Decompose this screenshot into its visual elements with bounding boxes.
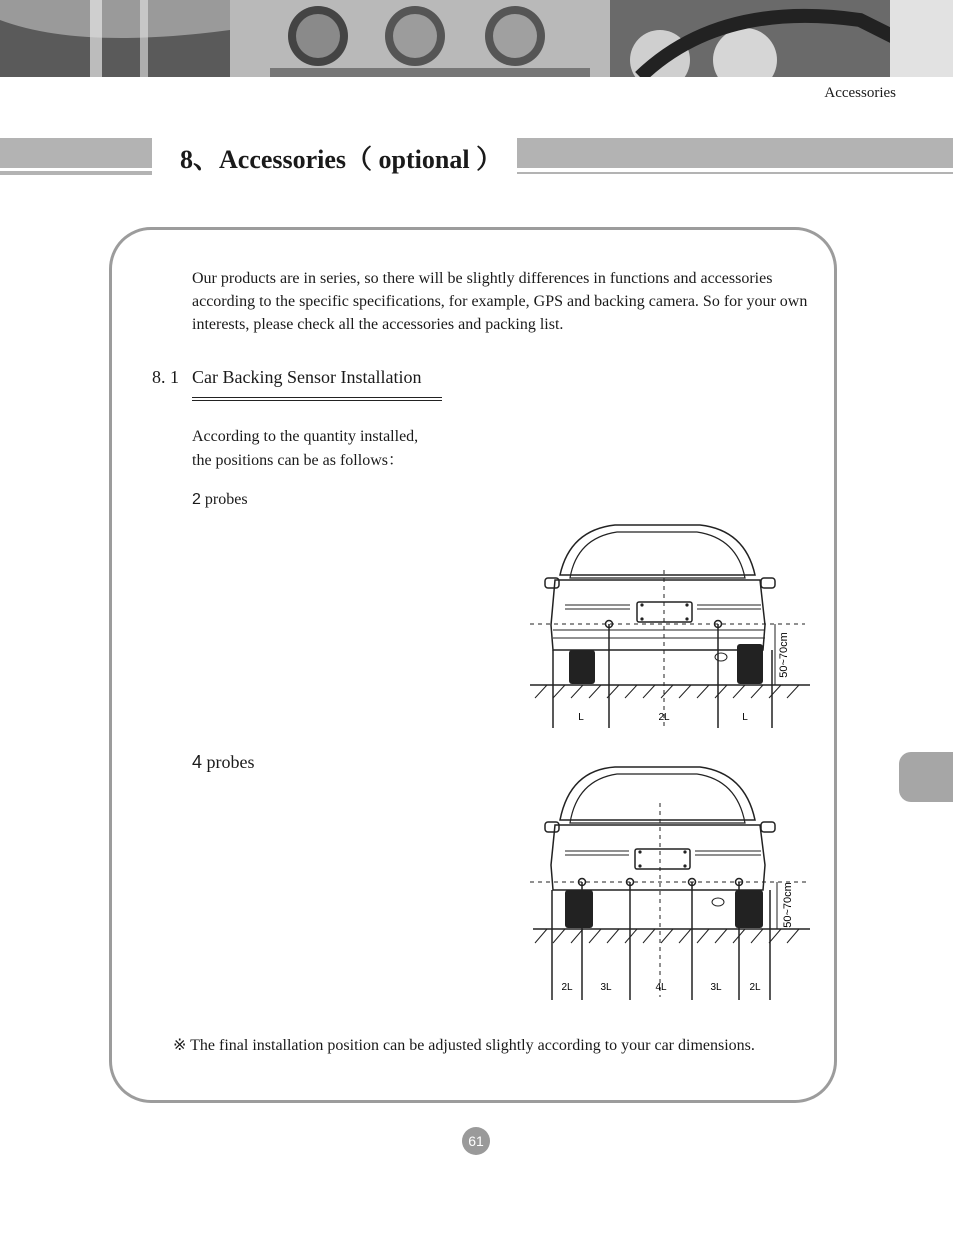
ground-hatching bbox=[535, 929, 799, 943]
four-probes-spacing-2: 3L bbox=[600, 982, 612, 993]
two-probes-text: probes bbox=[204, 491, 248, 508]
four-probes-text: probes bbox=[206, 752, 255, 772]
positions-line-2: the positions can be as follows： bbox=[192, 452, 404, 469]
subsection-number: 8. 1 bbox=[152, 367, 179, 387]
chapter-side-tab bbox=[899, 752, 953, 802]
subsection-title: Car Backing Sensor Installation bbox=[192, 367, 422, 387]
two-probes-spacing-3: L bbox=[742, 712, 748, 723]
exhaust-pipe bbox=[715, 653, 727, 661]
installation-note bbox=[173, 1035, 755, 1055]
title-bar-left-decoration bbox=[0, 138, 152, 171]
four-probes-spacing-4: 3L bbox=[710, 982, 722, 993]
license-plate bbox=[635, 849, 690, 869]
banner-graphic bbox=[0, 0, 953, 77]
right-mirror bbox=[761, 822, 775, 832]
four-probes-spacing-1: 2L bbox=[561, 982, 573, 993]
two-probes-spacing-2: 2L bbox=[658, 712, 670, 723]
page-number: 61 bbox=[462, 1127, 490, 1155]
four-probes-diagram bbox=[525, 765, 815, 1005]
header-banner-image bbox=[0, 0, 953, 77]
positions-description bbox=[192, 425, 418, 473]
four-probes-count: 4 bbox=[192, 752, 203, 772]
two-probes-diagram bbox=[525, 520, 815, 735]
rear-window bbox=[570, 532, 745, 578]
two-probes-height-label: 50~70cm bbox=[778, 632, 790, 678]
ground-hatching bbox=[535, 685, 799, 698]
four-probes-spacing-5: 2L bbox=[749, 982, 761, 993]
right-mirror bbox=[761, 578, 775, 588]
exhaust-pipe bbox=[712, 898, 724, 906]
two-probes-label bbox=[192, 491, 248, 509]
note-text: The final installation position can be adjusted slightly according to your car dimensions. bbox=[190, 1037, 755, 1054]
car-body bbox=[551, 580, 765, 650]
left-wheel bbox=[565, 890, 593, 928]
left-wheel bbox=[569, 650, 595, 684]
intro-paragraph: Our products are in series, so there will be slightly differences in functions and accessories according to the specific specifications, for example, GPS and backing camera. So for your own interests, please check all the accessories and packing list. bbox=[192, 270, 808, 333]
rear-window bbox=[570, 774, 745, 823]
four-probes-label bbox=[192, 752, 255, 773]
note-symbol: ※ bbox=[173, 1037, 187, 1054]
two-probes-spacing-1: L bbox=[578, 712, 584, 723]
right-wheel bbox=[737, 644, 763, 684]
four-probes-height-label: 50~70cm bbox=[782, 882, 794, 928]
section-title: 8、Accessories（ optional ） bbox=[180, 145, 503, 174]
car-roof bbox=[560, 767, 755, 820]
title-bar-right-decoration bbox=[517, 138, 953, 168]
two-probes-count: 2 bbox=[192, 491, 201, 508]
positions-line-1: According to the quantity installed, bbox=[192, 428, 419, 445]
subsection-underline bbox=[192, 397, 442, 401]
four-probes-spacing-3: 4L bbox=[655, 982, 667, 993]
left-mirror bbox=[545, 822, 559, 832]
running-head: Accessories bbox=[824, 85, 896, 101]
